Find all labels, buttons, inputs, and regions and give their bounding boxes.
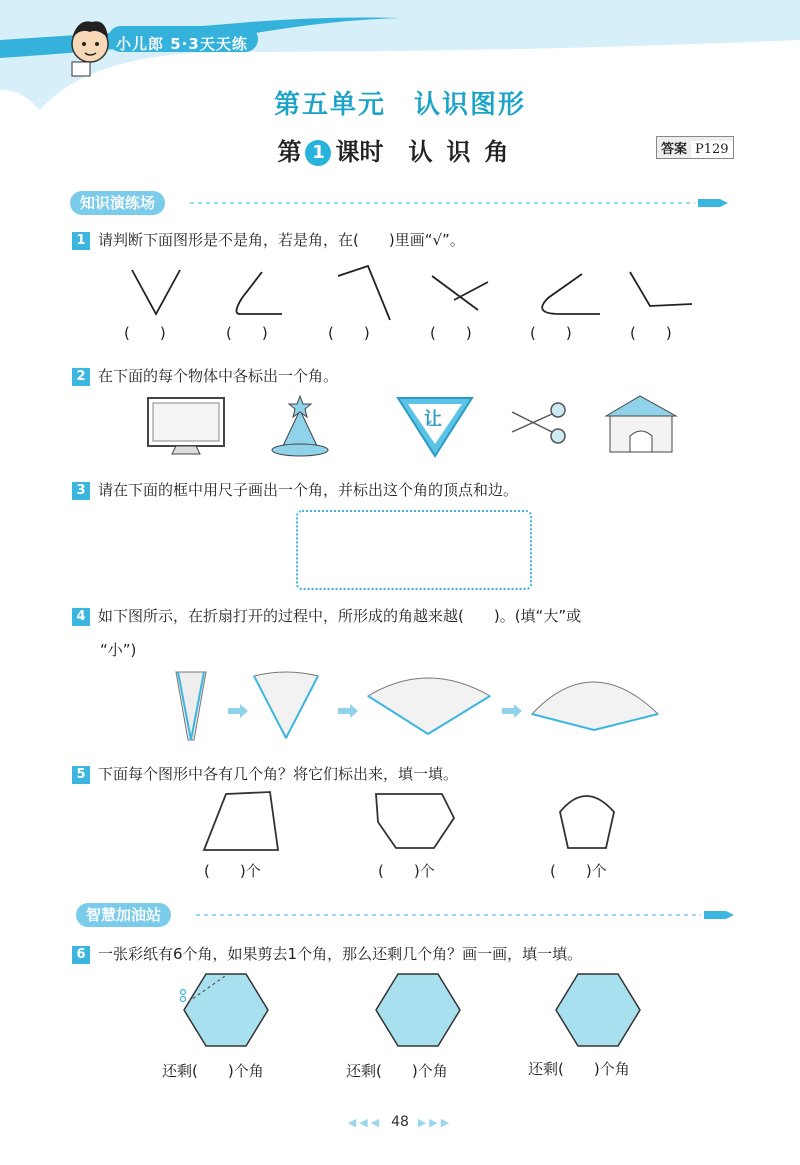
- yield-sign-text: 让: [424, 409, 442, 430]
- fan-medium-icon: [368, 678, 490, 734]
- lesson-number: 1: [305, 140, 331, 166]
- fan-closed-icon: [176, 672, 206, 740]
- question-6-text: 一张彩纸有6个角，如果剪去1个角，那么还剩几个角？画一画，填一填。: [98, 945, 583, 963]
- unit-title: 第五单元 认识图形: [273, 90, 526, 120]
- answer-blank-2[interactable]: ( ): [226, 324, 268, 342]
- dashed-pencil-divider: [196, 908, 736, 922]
- answer-blank-3[interactable]: ( ): [328, 324, 370, 342]
- hexagon-paper-figures: [180, 972, 650, 1052]
- answer-page: P129: [691, 141, 733, 158]
- drawing-box[interactable]: [296, 510, 532, 590]
- question-5: [72, 762, 458, 786]
- hexagon-2: [376, 974, 460, 1046]
- polygon-shapes: [196, 790, 636, 854]
- section-practice-label: 知识演练场: [70, 191, 165, 215]
- hexagon-shape: [376, 794, 454, 848]
- page-number: 48: [391, 1114, 409, 1130]
- remaining-blank-1[interactable]: 还剩( )个角: [162, 1062, 264, 1080]
- question-4-text-line2: “小”): [100, 641, 137, 659]
- question-2: [72, 364, 338, 388]
- question-3-number: 3: [72, 482, 90, 500]
- answer-reference: [656, 136, 734, 159]
- answer-blank-5[interactable]: ( ): [530, 324, 572, 342]
- question-3-text: 请在下面的框中用尺子画出一个角，并标出这个角的顶点和边。: [98, 481, 519, 499]
- brand-logo: [116, 33, 248, 54]
- scissors-icon: [512, 403, 565, 443]
- arrow-icon: [338, 704, 358, 718]
- question-6: [72, 942, 582, 966]
- dashed-pencil-divider: [190, 196, 730, 210]
- question-5-number: 5: [72, 766, 90, 784]
- answer-blank-1[interactable]: ( ): [124, 324, 166, 342]
- hexagon-1: [184, 974, 268, 1046]
- lesson-suffix: 课时: [335, 138, 384, 166]
- question-4: [72, 604, 581, 628]
- objects-illustration: [140, 392, 700, 462]
- lesson-name: 认识角: [408, 138, 523, 166]
- answer-label: 答案: [661, 142, 688, 157]
- question-1-number: 1: [72, 232, 90, 250]
- folding-fan-sequence: [170, 668, 670, 750]
- section-wisdom-label: 智慧加油站: [76, 903, 171, 927]
- page-footer: [0, 1114, 800, 1130]
- question-2-text: 在下面的每个物体中各标出一个角。: [98, 367, 339, 385]
- answer-blank-6[interactable]: ( ): [630, 324, 672, 342]
- question-1-text: 请判断下面图形是不是角，若是角，在( )里画“√”。: [98, 231, 465, 249]
- question-3: [72, 478, 518, 502]
- right-arrows-icon: ▶▶▶: [417, 1116, 453, 1129]
- fan-small-icon: [254, 672, 318, 738]
- doghouse-icon: [606, 396, 676, 452]
- remaining-blank-2[interactable]: 还剩( )个角: [346, 1062, 448, 1080]
- question-5-text: 下面每个图形中各有几个角？将它们标出来，填一填。: [98, 765, 459, 783]
- arch-shape: [560, 796, 614, 848]
- quadrilateral-shape: [204, 792, 278, 850]
- answer-blank-5c[interactable]: ( )个: [550, 862, 607, 880]
- question-2-number: 2: [72, 368, 90, 386]
- brand-series: 5·3天天练: [170, 35, 248, 53]
- brand-name: 小儿郎: [116, 35, 165, 53]
- angle-figures: [120, 262, 700, 322]
- lesson-prefix: 第: [277, 138, 302, 166]
- answer-blank-5b[interactable]: ( )个: [378, 862, 435, 880]
- remaining-blank-3[interactable]: 还剩( )个角: [528, 1060, 630, 1078]
- left-arrows-icon: ◀◀◀: [347, 1116, 383, 1129]
- answer-blank-4[interactable]: ( ): [430, 324, 472, 342]
- arrow-icon: [502, 704, 522, 718]
- hexagon-3: [556, 974, 640, 1046]
- fan-open-icon: [532, 682, 658, 730]
- arrow-icon: [228, 704, 248, 718]
- scissors-cut-icon: [181, 990, 186, 1002]
- question-1: [72, 228, 465, 252]
- question-4-text: 如下图所示，在折扇打开的过程中，所形成的角越来越( )。(填“大”或: [98, 607, 582, 625]
- question-4-number: 4: [72, 608, 90, 626]
- question-6-number: 6: [72, 946, 90, 964]
- answer-blank-5a[interactable]: ( )个: [204, 862, 261, 880]
- monitor-icon: [148, 398, 224, 454]
- wizard-hat-icon: [272, 396, 328, 456]
